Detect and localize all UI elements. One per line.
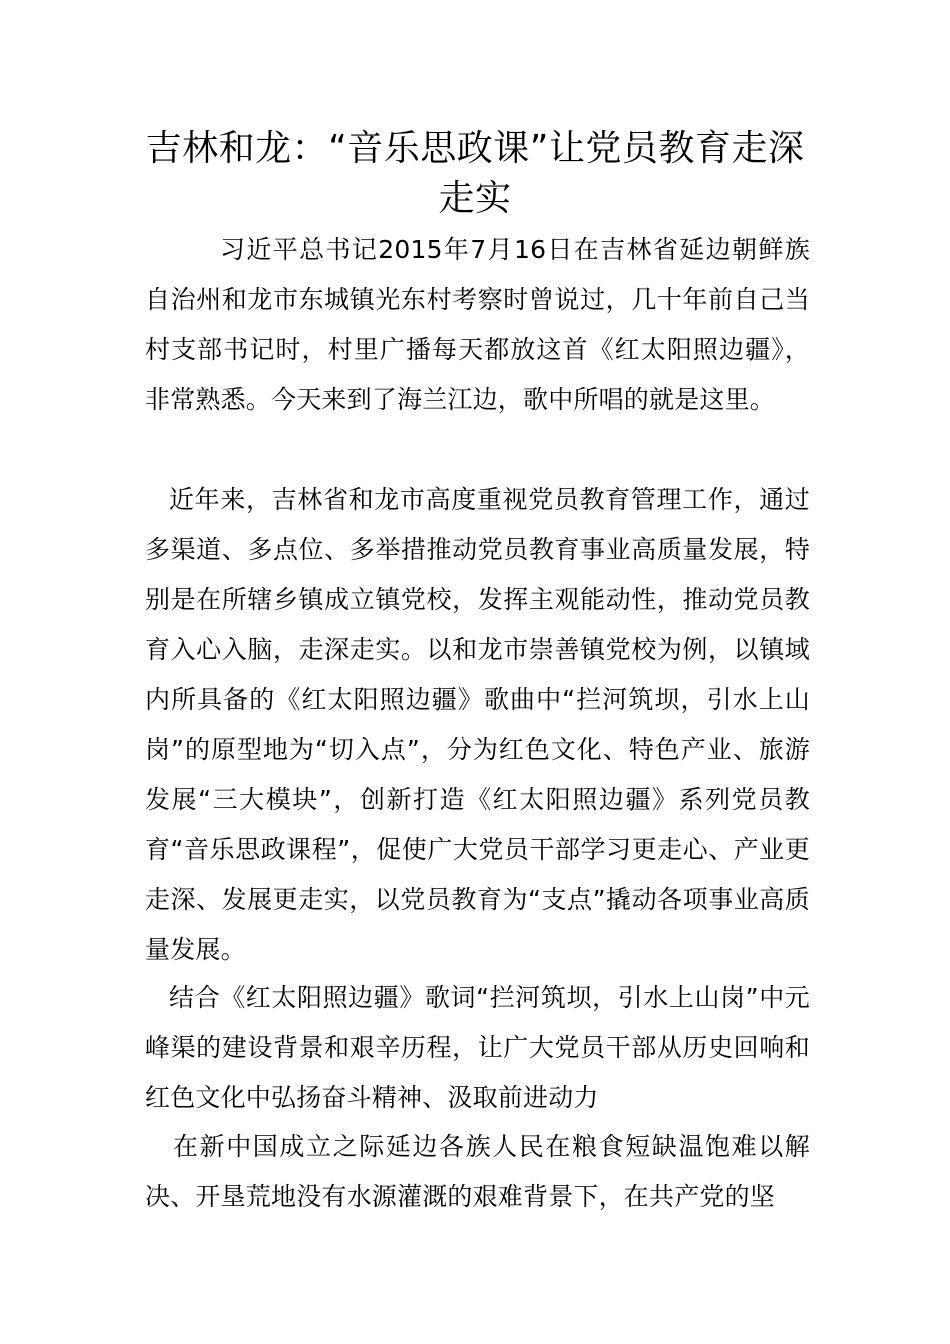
article-paragraph-2: 近年来，吉林省和龙市高度重视党员教育管理工作，通过多渠道、多点位、多举措推动党员教育事业高质量发展，特别是在所辖乡镇成立镇党校，发挥主观能动性，推动党员教育入心入脑，走深走实。以和龙市崇善镇党校为例，以镇域内所具备的《红太阳照边疆》歌曲中“拦河筑坝，引水上山岗”的原型地为“切入点”，分为红色文化、特色产业、旅游发展“三大模块”，创新打造《红太阳照边疆》系列党员教育“音乐思政课程”，促使广大党员干部学习更走心、产业更走深、发展更走实，以党员教育为“支点”撬动各项事业高质量发展。: [145, 485, 810, 964]
article-paragraph-4: 在新中国成立之际延边各族人民在粮食短缺温饱难以解决、开垦荒地没有水源灌溉的艰难背景下，在共产党的坚: [145, 1132, 810, 1211]
article-paragraph-3: 结合《红太阳照边疆》歌词“拦河筑坝，引水上山岗”中元峰渠的建设背景和艰辛历程，让广大党员干部从历史回响和红色文化中弘扬奋斗精神、汲取前进动力: [145, 983, 810, 1112]
article-title: 吉林和龙：“音乐思政课”让党员教育走深走实: [145, 128, 805, 219]
article-paragraph-1: 习近平总书记2015年7月16日在吉林省延边朝鲜族自治州和龙市东城镇光东村考察时曾说过，几十年前自己当村支部书记时，村里广播每天都放这首《红太阳照边疆》，非常熟悉。今天来到了海兰江边，歌中所唱的就是这里。: [145, 235, 810, 414]
